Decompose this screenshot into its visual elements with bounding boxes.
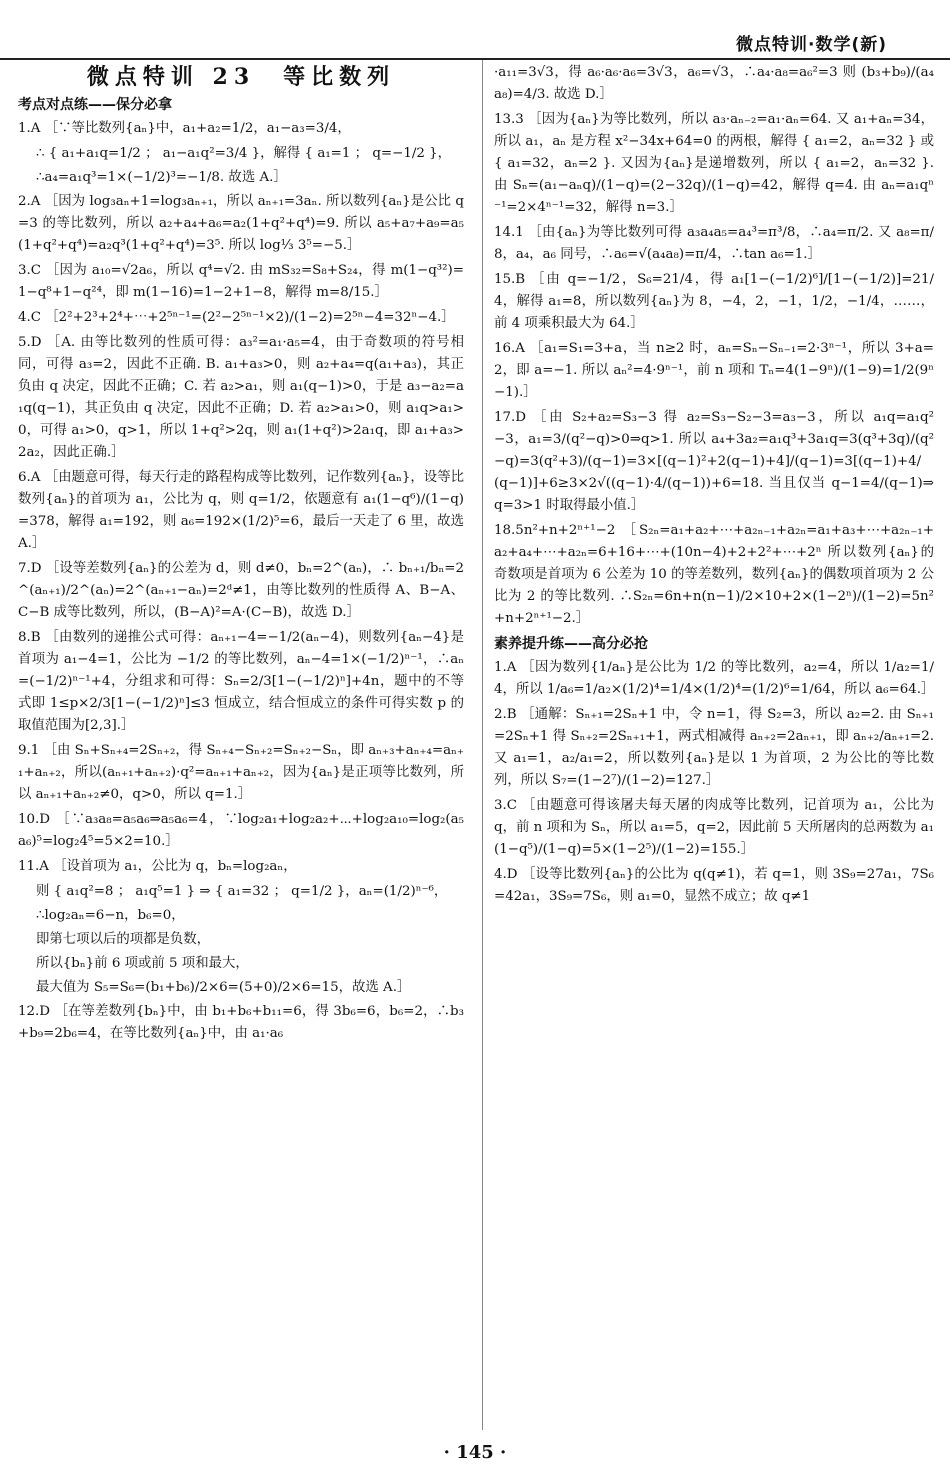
answer-item: 8.B ［由数列的递推公式可得：aₙ₊₁−4=−1/2(aₙ−4)，则数列{aₙ−4}是首项为 a₁−4=1，公比为 −1/2 的等比数列，aₙ−4=1×(−1/2)ⁿ⁻¹，∴aₙ=(−1/2)ⁿ⁻¹+4，分组求和可得：Sₙ=2/3[1−(−1/2)ⁿ]+4n，题中的不等式即 1≤p×2/3[1−(−1/2)ⁿ]≤3 恒成立，结合恒成立的条件可得实数 p 的取值范围为[2,3].］	[18, 630, 464, 733]
left-column	[18, 62, 464, 1048]
answer-equation: 最大值为 S₅=S₆=(b₁+b₆)/2×6=(5+0)/2×6=15，故选 A.］	[36, 980, 411, 995]
answer-item: 1.A ［∵等比数列{aₙ}中，a₁+a₂=1/2，a₁−a₃=3/4，	[18, 121, 351, 136]
column-divider	[482, 60, 483, 1430]
answer-item: 4.C ［2²+2³+2⁴+⋯+2⁵ⁿ⁻¹=(2²−2⁵ⁿ⁻¹×2)/(1−2)=2⁵ⁿ−4=32ⁿ−4.］	[18, 310, 455, 325]
page-title: 微点特训 23 等比数列	[86, 64, 396, 90]
answer-item: 7.D ［设等差数列{aₙ}的公差为 d，则 d≠0，bₙ=2^(aₙ)，∴ bₙ₊₁/bₙ=2^(aₙ₊₁)/2^(aₙ)=2^(aₙ₊₁−aₙ)=2ᵈ≠1，由等比数列的性质得 A、B−A、C−B 成等比数列，所以，(B−A)²=A·(C−B)，故选 D.］	[18, 561, 464, 620]
answer-item: 11.A ［设首项为 a₁，公比为 q，bₙ=log₂aₙ，	[18, 859, 297, 874]
answer-item: 10.D ［∵a₃a₈=a₅a₆⇒a₅a₆=4，∵log₂a₁+log₂a₂+⋯+log₂a₁₀=log₂(a₅a₆)⁵=log₂4⁵=5×2=10.］	[18, 812, 464, 849]
answer-equation: 所以{bₙ}前 6 项或前 5 项和最大，	[36, 956, 249, 971]
answer-item: 6.A ［由题意可得，每天行走的路程构成等比数列，记作数列{aₙ}，设等比数列{aₙ}的首项为 a₁，公比为 q，则 q=1/2，依题意有 a₁(1−q⁶)/(1−q)=378，解得 a₁=192，则 a₆=192×(1/2)⁵=6，最后一天走了 6 里，故选 A.］	[18, 470, 464, 551]
answer-equation: ∴a₄=a₁q³=1×(−1/2)³=−1/8. 故选 A.］	[36, 170, 287, 185]
answer-item: 17.D ［由 S₂+a₂=S₃−3 得 a₂=S₃−S₂−3=a₃−3，所以 a₁q=a₁q²−3，a₁=3/(q²−q)>0⇒q>1. 所以 a₄+3a₂=a₁q³+3a₁q=3(q³+3q)/(q²−q)=3(q²+3)/(q−1)=3×[(q−1)²+2(q−1)+4]/(q−1)=3[(q−1)+4/(q−1)]+6≥3×2√((q−1)·4/(q−1))+6=18. 当且仅当 q−1=4/(q−1)⇒q=3>1 时取得最小值.］	[494, 410, 934, 513]
answer-item: 3.C ［由题意可得该屠夫每天屠的肉成等比数列，记首项为 a₁，公比为 q，前 n 项和为 Sₙ，所以 a₁=5，q=2，因此前 5 天所屠肉的总两数为 a₁(1−q⁵)/(1−q)=5×(1−2⁵)/(1−2)=155.］	[494, 798, 934, 857]
header-rule	[0, 58, 950, 60]
answer-item: 5.D ［A. 由等比数列的性质可得：a₃²=a₁·a₅=4，由于奇数项的符号相同，可得 a₃=2，因此不正确. B. a₁+a₃>0，则 a₂+a₄=q(a₁+a₃)，其正负由 q 决定，因此不正确；C. 若 a₂>a₁，则 a₁(q−1)>0，于是 a₃−a₂=a₁q(q−1)，其正负由 q 决定，因此不正确；D. 若 a₂>a₁>0，则 a₁q>a₁>0，可得 a₁>0，q>1，所以 1+q²>2q，则 a₁(1+q²)>2a₁q，即 a₁+a₃>2a₂，因此正确.］	[18, 335, 464, 460]
answer-equation: ∴ { a₁+a₁q=1/2 ； a₁−a₁q²=3/4 }，解得 { a₁=1 ； q=−1/2 }，	[36, 146, 452, 161]
answer-equation: 即第七项以后的项都是负数，	[36, 932, 211, 947]
answer-item: 12.D ［在等差数列{bₙ}中，由 b₁+b₆+b₁₁=6，得 3b₆=6，b₆=2，∴b₃+b₉=2b₆=4，在等比数列{aₙ}中，由 a₁·a₆	[18, 1004, 464, 1041]
answer-item: 15.B ［由 q=−1/2，S₆=21/4，得 a₁[1−(−1/2)⁶]/[1−(−1/2)]=21/4，解得 a₁=8，所以数列{aₙ}为 8，−4，2，−1，1/2，−1/4，……，前 4 项乘积最大为 64.］	[494, 272, 934, 331]
answer-item: 9.1 ［由 Sₙ+Sₙ₊₄=2Sₙ₊₂，得 Sₙ₊₄−Sₙ₊₂=Sₙ₊₂−Sₙ，即 aₙ₊₃+aₙ₊₄=aₙ₊₁+aₙ₊₂，所以(aₙ₊₁+aₙ₊₂)·q²=aₙ₊₁+aₙ₊₂，因为{aₙ}是正项等比数列，所以 aₙ₊₁+aₙ₊₂≠0，q>0，所以 q=1.］	[18, 743, 464, 802]
answer-item: 14.1 ［由{aₙ}为等比数列可得 a₃a₄a₅=a₄³=π³/8，∴a₄=π/2. 又 a₈=π/8，a₄，a₆ 同号，∴a₆=√(a₄a₈)=π/4，∴tan a₆=1.］	[494, 225, 934, 262]
answer-equation: 则 { a₁q²=8 ； a₁q⁵=1 } ⇒ { a₁=32 ； q=1/2 }，aₙ=(1/2)ⁿ⁻⁶，	[36, 884, 448, 899]
right-column	[494, 62, 934, 911]
answer-item: 2.B ［通解：Sₙ₊₁=2Sₙ+1 中，令 n=1，得 S₂=3，所以 a₂=2. 由 Sₙ₊₁=2Sₙ+1 得 Sₙ₊₂=2Sₙ₊₁+1，两式相减得 aₙ₊₂=2aₙ₊₁，即 aₙ₊₂/aₙ₊₁=2. 又 a₁=1，a₂/a₁=2，所以数列{aₙ}是以 1 为首项，2 为公比的等比数列，所以 S₇=(1−2⁷)/(1−2)=127.］	[494, 707, 934, 788]
answer-item: 2.A ［因为 log₃aₙ+1=log₃aₙ₊₁，所以 aₙ₊₁=3aₙ. 所以数列{aₙ}是公比 q=3 的等比数列，所以 a₂+a₄+a₆=a₂(1+q²+q⁴)=9. 所以 a₅+a₇+a₉=a₅(1+q²+q⁴)=a₂q³(1+q²+q⁴)=3⁵. 所以 log⅓ 3⁵=−5.］	[18, 194, 464, 253]
answer-item: 4.D ［设等比数列{aₙ}的公比为 q(q≠1)，若 q=1，则 3S₉=27a₁，7S₆=42a₁，3S₉=7S₆，则 a₁=0，显然不成立；故 q≠1	[494, 867, 934, 904]
answer-item: 16.A ［a₁=S₁=3+a，当 n≥2 时，aₙ=Sₙ−Sₙ₋₁=2·3ⁿ⁻¹，所以 3+a=2，即 a=−1. 所以 aₙ²=4·9ⁿ⁻¹，前 n 项和 Tₙ=4(1−9ⁿ)/(1−9)=1/2(9ⁿ−1).］	[494, 341, 934, 400]
answer-item: 18.5n²+n+2ⁿ⁺¹−2 ［S₂ₙ=a₁+a₂+⋯+a₂ₙ₋₁+a₂ₙ=a₁+a₃+⋯+a₂ₙ₋₁+a₂+a₄+⋯+a₂ₙ=6+16+⋯+(10n−4)+2+2²+⋯+2ⁿ 所以数列{aₙ}的奇数项是首项为 6 公差为 10 的等差数列，数列{aₙ}的偶数项首项为 2 公比为 2 的等比数列. ∴S₂ₙ=6n+n(n−1)/2×10+2×(1−2ⁿ)/(1−2)=5n²+n+2ⁿ⁺¹−2.］	[494, 523, 934, 626]
answer-equation: ∴log₂aₙ=6−n，b₆=0，	[36, 908, 185, 923]
answer-item: 1.A ［因为数列{1/aₙ}是公比为 1/2 的等比数列，a₂=4，所以 1/a₂=1/4，所以 1/a₆=1/a₂×(1/2)⁴=1/4×(1/2)⁴=(1/2)⁶=1/64，所以 a₆=64.］	[494, 660, 935, 697]
answer-item: ·a₁₁=3√3，得 a₆·a₆·a₆=3√3，a₆=√3，∴a₄·a₈=a₆²=3 则 (b₃+b₉)/(a₄a₈)=4/3. 故选 D.］	[494, 65, 934, 102]
running-header: 微点特训·数学(新)	[736, 35, 887, 55]
answer-item: 3.C ［因为 a₁₀=√2a₆，所以 q⁴=√2. 由 mS₃₂=S₈+S₂₄，得 m(1−q³²)=1−q⁸+1−q²⁴，即 m(1−16)=1−2+1−8，解得 m=8/15.］	[18, 263, 464, 300]
page-number: · 145 ·	[443, 1442, 507, 1463]
section-heading-advanced: 素养提升练——高分必抢	[494, 636, 648, 652]
answer-item: 13.3 ［因为{aₙ}为等比数列，所以 a₃·aₙ₋₂=a₁·aₙ=64. 又 a₁+aₙ=34，所以 a₁，aₙ 是方程 x²−34x+64=0 的两根，解得 { a₁=2，aₙ=32 } 或 { a₁=32，aₙ=2 }. 又因为{aₙ}是递增数列，所以 { a₁=2，aₙ=32 }. 由 Sₙ=(a₁−aₙq)/(1−q)=(2−32q)/(1−q)=42，解得 q=4. 由 aₙ=a₁qⁿ⁻¹=2×4ⁿ⁻¹=32，解得 n=3.］	[494, 112, 934, 215]
section-heading-basic: 考点对点练——保分必拿	[18, 97, 172, 113]
